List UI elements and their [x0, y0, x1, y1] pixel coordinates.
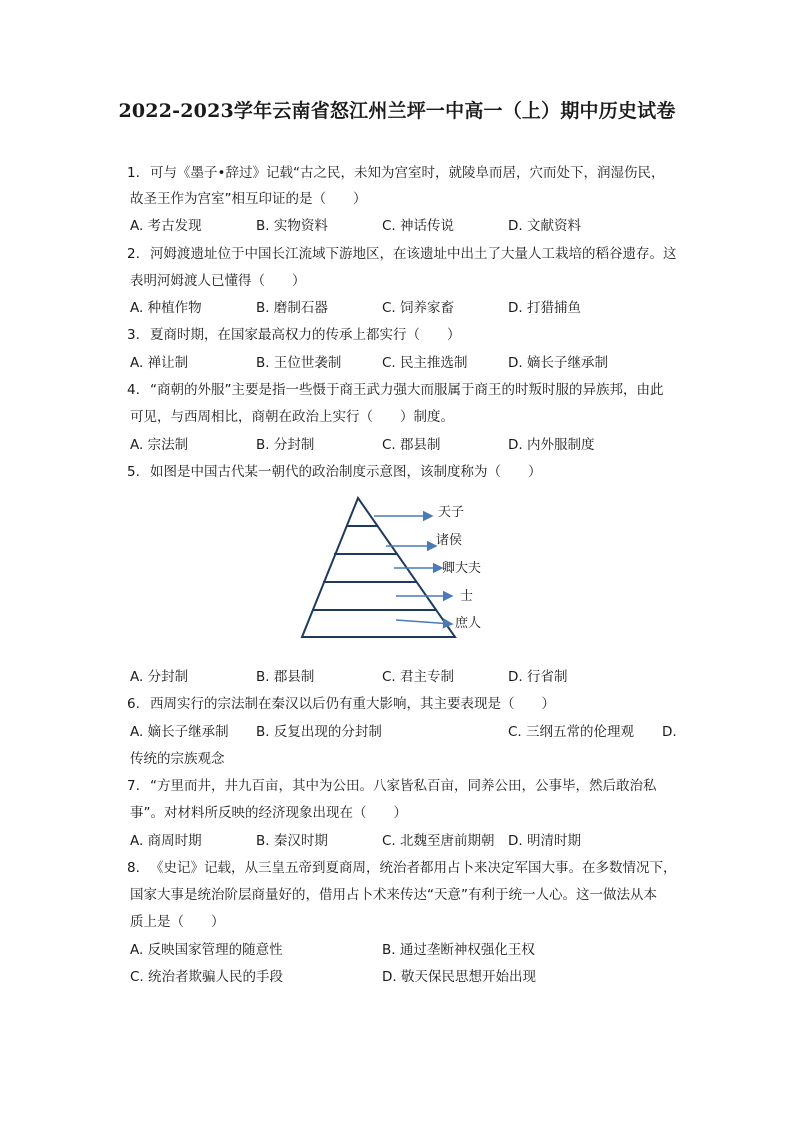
question-text: 质上是（ ） [130, 914, 225, 930]
option-d: 传统的宗族观念 [130, 751, 225, 767]
option-a: A. 嫡长子继承制 [130, 724, 229, 740]
question-text: 《史记》记载，从三皇五帝到夏商周，统治者都用占卜来决定军国大事。在多数情况下， [150, 860, 677, 876]
option-d: D. 文献资料 [508, 218, 581, 234]
option-c: C. 神话传说 [382, 218, 455, 234]
question-number: 3. [127, 327, 140, 343]
option-d: D. 敬天保民思想开始出现 [382, 969, 536, 985]
question-number: 1. [127, 165, 140, 181]
option-b: B. 反复出现的分封制 [256, 724, 382, 740]
option-b: B. 王位世袭制 [256, 355, 342, 371]
question-text: 夏商时期，在国家最高权力的传承上都实行（ ） [150, 327, 461, 343]
option-c: C. 饲养家畜 [382, 300, 455, 316]
label-shuren: 庶人 [455, 616, 482, 631]
page-title: 2022-2023学年云南省怒江州兰坪一中高一（上）期中历史试卷 [118, 100, 676, 122]
option-b: B. 郡县制 [256, 669, 315, 685]
question-text: 事”。对材料所反映的经济现象出现在（ ） [130, 805, 407, 821]
question-number: 5. [127, 464, 140, 480]
question-text: 国家大事是统治阶层商量好的，借用占卜术来传达“天意”有利于统一人心。这一做法从本 [130, 887, 657, 903]
option-b: B. 分封制 [256, 437, 315, 453]
question-text: 表明河姆渡人已懂得（ ） [130, 273, 306, 289]
option-c: C. 统治者欺骗人民的手段 [130, 969, 284, 985]
option-a: A. 反映国家管理的随意性 [130, 942, 283, 958]
option-d-label: D. [662, 724, 677, 740]
option-a: A. 商周时期 [130, 833, 202, 849]
option-b: B. 实物资料 [256, 218, 328, 234]
question-number: 6. [127, 696, 140, 712]
option-c: C. 君主专制 [382, 669, 455, 685]
question-number: 4. [127, 382, 140, 398]
label-shi: 士 [460, 589, 474, 604]
option-a: A. 禅让制 [130, 355, 189, 371]
option-d: D. 明清时期 [508, 833, 581, 849]
label-tianzi: 天子 [438, 505, 465, 520]
question-text: 故圣王作为宫室”相互印证的是（ ） [130, 191, 367, 207]
option-b: B. 秦汉时期 [256, 833, 328, 849]
question-text: 如图是中国古代某一朝代的政治制度示意图，该制度称为（ ） [150, 464, 542, 480]
option-d: D. 打猎捕鱼 [508, 300, 581, 316]
option-c: C. 郡县制 [382, 437, 441, 453]
question-number: 8. [127, 860, 140, 876]
option-d: D. 内外服制度 [508, 437, 595, 453]
question-text: “商朝的外服”主要是指一些慑于商王武力强大而服属于商王的时叛时服的异族邦，由此 [150, 382, 664, 398]
option-b: B. 通过垄断神权强化王权 [382, 942, 535, 958]
option-c: C. 三纲五常的伦理观 [508, 724, 635, 740]
option-a: A. 考古发现 [130, 218, 202, 234]
label-qingdafu: 卿大夫 [442, 561, 482, 576]
option-b: B. 磨制石器 [256, 300, 328, 316]
question-text: “方里而井，井九百亩，其中为公田。八家皆私百亩，同养公田，公事毕，然后敢治私 [150, 778, 657, 794]
question-number: 7. [127, 778, 140, 794]
question-text: 西周实行的宗法制在秦汉以后仍有重大影响，其主要表现是（ ） [150, 696, 555, 712]
option-a: A. 分封制 [130, 669, 189, 685]
pyramid-diagram [296, 492, 496, 642]
option-a: A. 宗法制 [130, 437, 189, 453]
option-c: C. 民主推选制 [382, 355, 468, 371]
question-text: 可与《墨子•辞过》记载“古之民，未知为宫室时，就陵阜而居，穴而处下，润湿伤民， [150, 165, 665, 181]
option-c: C. 北魏至唐前期朝 [382, 833, 495, 849]
option-a: A. 种植作物 [130, 300, 202, 316]
option-d: D. 行省制 [508, 669, 568, 685]
question-text: 可见，与西周相比，商朝在政治上实行（ ）制度。 [130, 409, 454, 425]
option-d: D. 嫡长子继承制 [508, 355, 608, 371]
question-text: 河姆渡遗址位于中国长江流域下游地区，在该遗址中出土了大量人工栽培的稻谷遗存。这 [150, 246, 677, 262]
label-zhuhou: 诸侯 [436, 533, 463, 548]
question-number: 2. [127, 246, 140, 262]
